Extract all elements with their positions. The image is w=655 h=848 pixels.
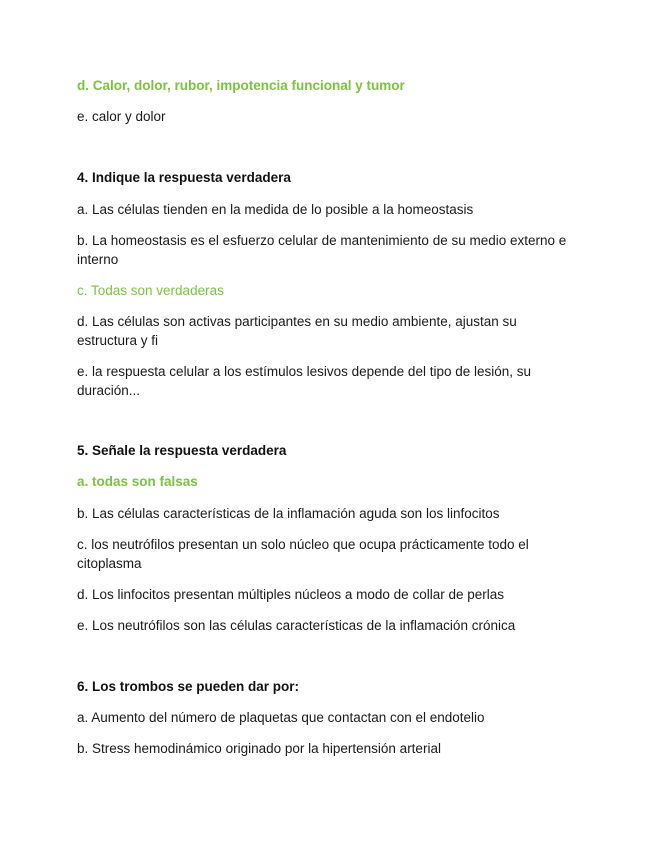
- question-5-option-d: d. Los linfocitos presentan múltiples núcleos a modo de collar de perlas: [77, 587, 504, 602]
- question-4-option-e: e. la respuesta celular a los estímulos lesivos depende del tipo de lesión, su duración...: [77, 364, 532, 398]
- question-5-option-b: b. Las células características de la inflamación aguda son los linfocitos: [77, 506, 500, 521]
- question-4-option-c-correct: c. Todas son verdaderas: [77, 283, 224, 298]
- prev-option-e: e. calor y dolor: [77, 109, 166, 124]
- question-5-title: 5. Señale la respuesta verdadera: [77, 443, 287, 458]
- question-5-option-e: e. Los neutrófilos son las células características de la inflamación crónica: [77, 618, 516, 633]
- question-5-option-a-correct: a. todas son falsas: [77, 474, 198, 489]
- question-6-title: 6. Los trombos se pueden dar por:: [77, 679, 300, 694]
- question-6-option-a: a. Aumento del número de plaquetas que contactan con el endotelio: [77, 710, 485, 725]
- question-4-option-b: b. La homeostasis es el esfuerzo celular de mantenimiento de su medio externo e interno: [77, 233, 567, 267]
- question-6-option-b: b. Stress hemodinámico originado por la hipertensión arterial: [77, 741, 441, 756]
- prev-option-d-correct: d. Calor, dolor, rubor, impotencia funcional y tumor: [77, 78, 405, 93]
- question-5-option-c: c. los neutrófilos presentan un solo núcleo que ocupa prácticamente todo el citoplasma: [77, 537, 529, 571]
- question-4-option-a: a. Las células tienden en la medida de lo posible a la homeostasis: [77, 202, 474, 217]
- question-4-option-d: d. Las células son activas participantes en su medio ambiente, ajustan su estructura y fi: [77, 314, 517, 348]
- question-4-title: 4. Indique la respuesta verdadera: [77, 170, 291, 185]
